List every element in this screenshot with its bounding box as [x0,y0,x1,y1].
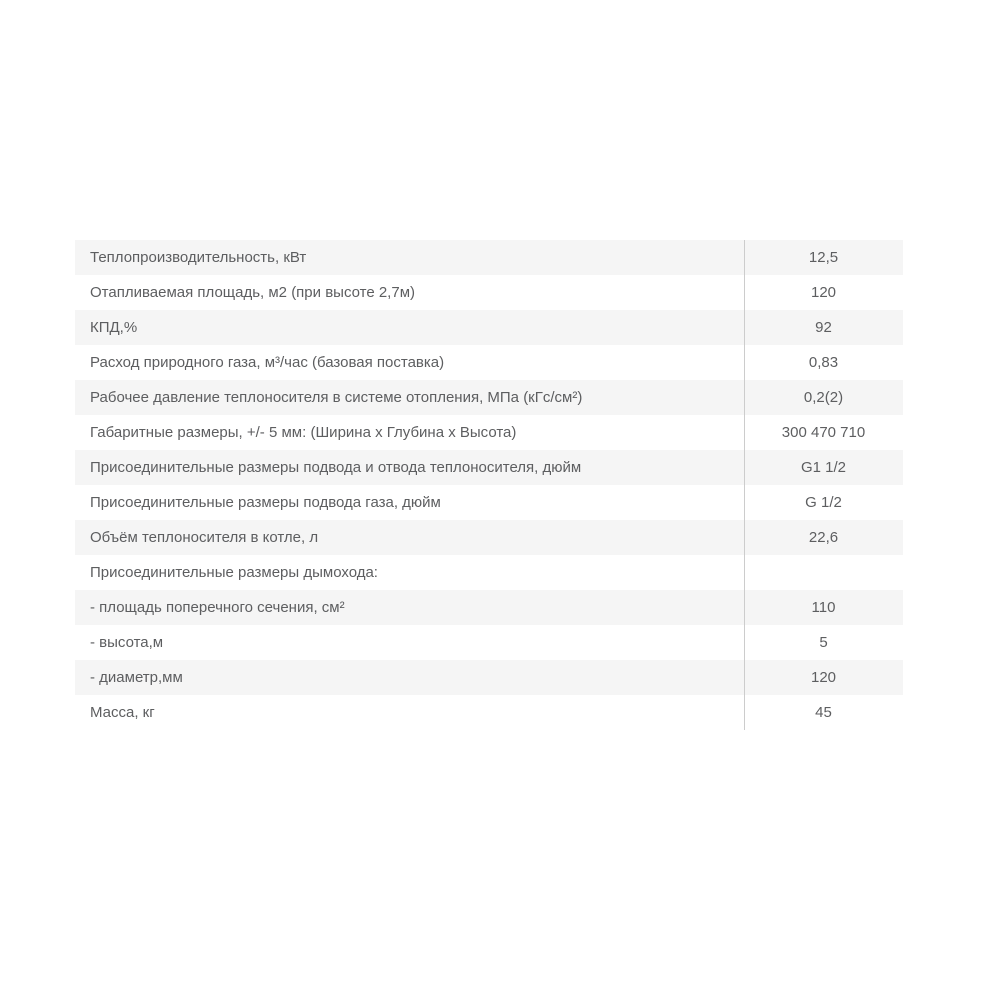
spec-value: 120 [810,284,837,301]
spec-label: Присоединительные размеры дымохода: [90,564,378,581]
spec-label: Присоединительные размеры подвода и отвода теплоносителя, дюйм [90,459,582,476]
spec-label: Присоединительные размеры подвода газа, дюйм [90,494,441,511]
table-row [75,310,903,345]
spec-label: - диаметр,мм [90,669,183,686]
table-row [75,555,903,590]
spec-label: - высота,м [90,634,164,651]
spec-label: Габаритные размеры, +/- 5 мм: (Ширина х Глубина х Высота) [90,424,517,441]
specifications-table [75,240,903,730]
spec-label: Теплопроизводительность, кВт [90,249,307,266]
spec-label: - площадь поперечного сечения, см² [90,599,345,616]
spec-value: 0,83 [808,354,839,371]
spec-label: Расход природного газа, м³/час (базовая поставка) [90,354,445,371]
spec-value: 22,6 [808,529,839,546]
column-divider [744,240,745,730]
spec-label: Объём теплоносителя в котле, л [90,529,319,546]
table-row [75,520,903,555]
spec-value: 110 [811,599,836,616]
spec-label: Рабочее давление теплоносителя в системе отопления, МПа (кГс/см²) [90,389,583,406]
spec-value: 45 [815,704,832,721]
table-row [75,345,903,380]
spec-value: 92 [815,319,832,336]
spec-value: 120 [810,669,837,686]
table-row [75,450,903,485]
table-row [75,415,903,450]
table-row [75,590,903,625]
spec-value: 12,5 [808,249,839,266]
table-row [75,695,903,730]
spec-value: 300 470 710 [781,424,866,441]
table-row [75,275,903,310]
spec-label: Масса, кг [90,704,155,721]
spec-value: 5 [819,634,828,651]
table-row [75,485,903,520]
table-row [75,625,903,660]
spec-label: Отапливаемая площадь, м2 (при высоте 2,7м) [90,284,415,301]
table-row [75,240,903,275]
spec-value: 0,2(2) [803,389,844,406]
table-row [75,660,903,695]
spec-label: КПД,% [90,319,138,336]
table-row [75,380,903,415]
spec-value: G1 1/2 [800,459,847,476]
spec-value: G 1/2 [805,494,842,511]
